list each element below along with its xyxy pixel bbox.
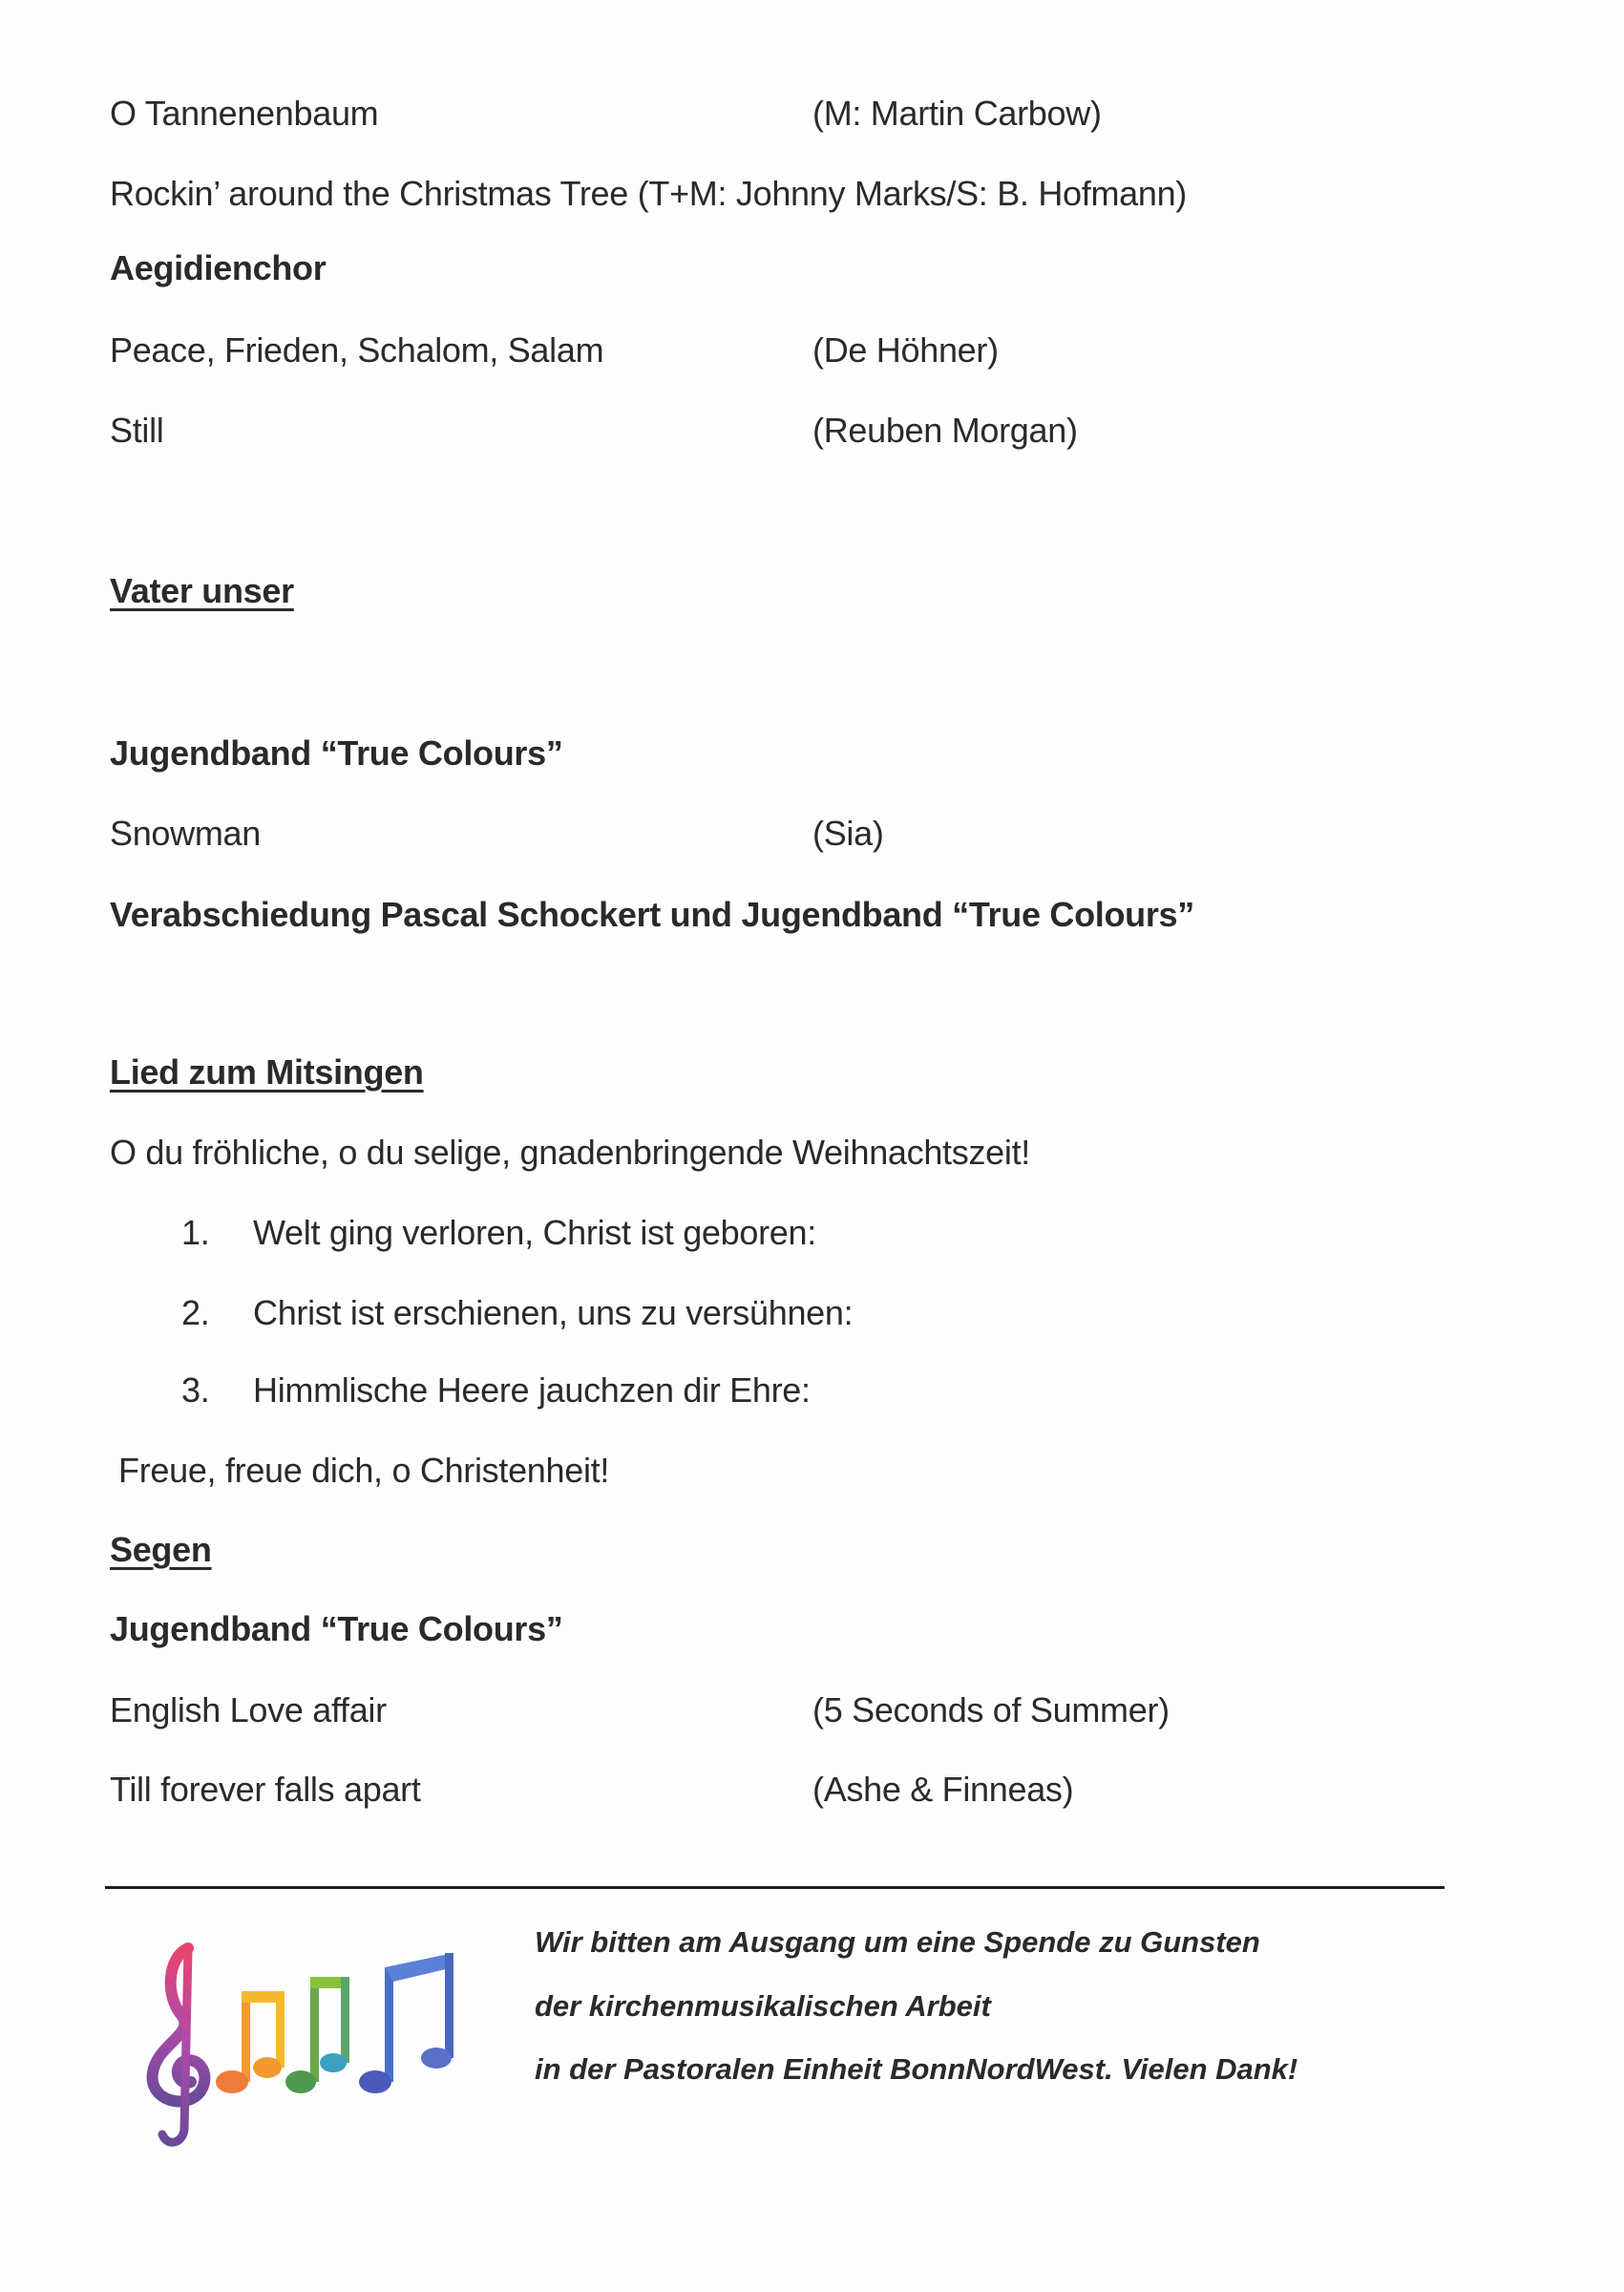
verse-number: 1. xyxy=(181,1213,210,1252)
verse-text: Himmlische Heere jauchzen dir Ehre: xyxy=(253,1370,811,1410)
song-author: (5 Seconds of Summer) xyxy=(812,1690,1170,1730)
footer-divider xyxy=(105,1886,1445,1889)
donation-note-line: der kirchenmusikalischen Arbeit xyxy=(535,1989,991,2023)
verse-text: Welt ging verloren, Christ ist geboren: xyxy=(253,1213,816,1252)
section-heading-lied-zum-mitsingen: Lied zum Mitsingen xyxy=(110,1052,424,1092)
treble-clef xyxy=(153,1948,205,2142)
song-title: Rockin’ around the Christmas Tree (T+M: Johnny Marks/S: B. Hofmann) xyxy=(110,174,1187,213)
song-title: Peace, Frieden, Schalom, Salam xyxy=(110,330,604,370)
section-heading-jugendband: Jugendband “True Colours” xyxy=(110,1609,563,1648)
song-title: Snowman xyxy=(110,814,261,853)
song-title: O Tannenenbaum xyxy=(110,94,379,133)
verse-number: 2. xyxy=(181,1293,210,1332)
section-heading-jugendband: Jugendband “True Colours” xyxy=(110,733,563,773)
section-heading-vater-unser: Vater unser xyxy=(110,571,294,610)
music-notes-icon xyxy=(129,1939,473,2154)
verse-text: Christ ist erschienen, uns zu versühnen: xyxy=(253,1293,854,1332)
song-refrain: O du fröhliche, o du selige, gnadenbringende Weihnachtszeit! xyxy=(110,1133,1030,1172)
section-heading-aegidienchor: Aegidienchor xyxy=(110,248,327,287)
verse-number: 3. xyxy=(181,1370,210,1410)
song-ending: Freue, freue dich, o Christenheit! xyxy=(118,1451,610,1490)
note-green xyxy=(285,1977,349,2093)
note-blue xyxy=(359,1953,453,2093)
song-author: (De Höhner) xyxy=(812,330,999,370)
section-heading-verabschiedung: Verabschiedung Pascal Schockert und Jugendband “True Colours” xyxy=(110,895,1194,934)
song-title: English Love affair xyxy=(110,1690,387,1730)
donation-note-line: in der Pastoralen Einheit BonnNordWest. Vielen Dank! xyxy=(535,2052,1298,2086)
song-author: (Ashe & Finneas) xyxy=(812,1770,1074,1809)
donation-note-line: Wir bitten am Ausgang um eine Spende zu Gunsten xyxy=(535,1925,1260,1959)
song-title: Still xyxy=(110,411,164,450)
song-title: Till forever falls apart xyxy=(110,1770,421,1809)
section-heading-segen: Segen xyxy=(110,1530,212,1569)
song-author: (Sia) xyxy=(812,814,884,853)
song-author: (Reuben Morgan) xyxy=(812,411,1078,450)
song-author: (M: Martin Carbow) xyxy=(812,94,1102,133)
note-orange xyxy=(216,1991,285,2093)
